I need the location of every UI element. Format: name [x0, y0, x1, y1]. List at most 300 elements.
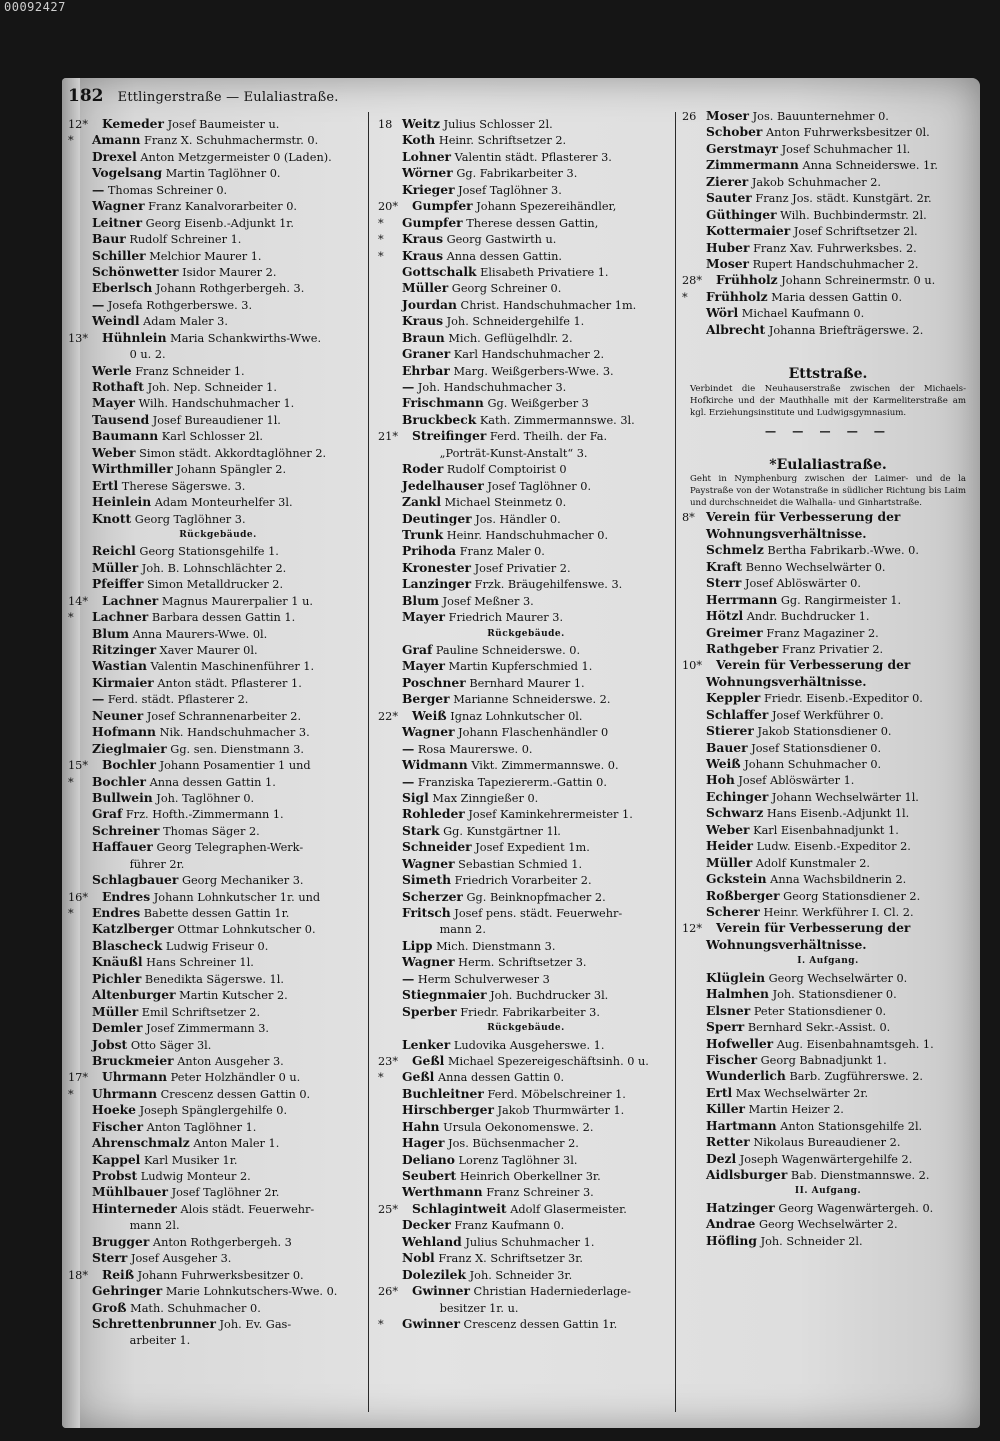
directory-entry: [682, 272, 974, 288]
directory-entry: [68, 626, 368, 642]
resident-details: Otto Säger 3l.: [130, 1038, 212, 1052]
column-1: [68, 116, 368, 1349]
house-number: *: [378, 1317, 384, 1331]
resident-surname: Sperr: [706, 1019, 745, 1035]
directory-entry: [378, 971, 674, 987]
directory-entry: [682, 1101, 974, 1117]
resident-surname: Uhrmann: [92, 1085, 158, 1101]
directory-entry: [378, 132, 674, 148]
resident-surname: Werthmann: [402, 1184, 483, 1200]
resident-surname: Güthinger: [706, 206, 777, 222]
resident-details: Georg Wagenwärtergeh. 0.: [778, 1201, 934, 1215]
resident-details: Franz Magaziner 2.: [766, 626, 879, 640]
resident-details: Ludovika Ausgeherswe. 1.: [453, 1038, 605, 1052]
directory-entry: [68, 741, 368, 757]
resident-details: Ferd. Möbelschreiner 1.: [487, 1087, 626, 1101]
directory-entry: [682, 108, 974, 124]
directory-entry: [378, 708, 674, 724]
resident-surname: Nobl: [402, 1250, 435, 1266]
resident-details: Heinr. Werkführer I. Cl. 2.: [763, 905, 914, 919]
directory-entry: [68, 1234, 368, 1250]
resident-surname: Schönwetter: [92, 263, 179, 279]
resident-details: Ludw. Eisenb.-Expeditor 2.: [756, 840, 911, 854]
street-description: Verbindet die Neuhauserstraße zwischen der Michaels-Hofkirche und der Mauthhalle mit der Karmeliterstraße am kgl. Erziehungsinstitute und Ludwigsgymnasium.: [690, 383, 966, 418]
resident-surname: Herrmann: [706, 591, 778, 607]
directory-entry: [682, 986, 974, 1002]
resident-surname: Bochler: [102, 757, 156, 773]
resident-surname: Weber: [92, 444, 136, 460]
resident-details: Franz X. Schriftsetzer 3r.: [438, 1252, 583, 1266]
resident-surname: Lachner: [92, 609, 149, 625]
house-number: *: [68, 775, 74, 789]
resident-details: Franz Schneider 1.: [135, 364, 245, 378]
resident-surname: Aidlsburger: [706, 1167, 788, 1182]
directory-entry: [378, 658, 674, 674]
resident-surname: Groß: [92, 1299, 127, 1315]
directory-entry: [378, 1004, 674, 1020]
resident-details: Josef Werkführer 0.: [771, 708, 884, 722]
directory-entry: [68, 1300, 368, 1316]
resident-details: Magnus Maurerpalier 1 u.: [161, 594, 313, 608]
resident-surname: Fischer: [706, 1051, 758, 1067]
resident-details: Heinr. Schriftsetzer 2.: [438, 134, 567, 148]
resident-surname: Kronester: [402, 559, 472, 575]
directory-entry: [682, 608, 974, 624]
section-subheading: Rückgebäude.: [487, 1023, 565, 1034]
resident-details: Josef Taglöhner 3.: [458, 183, 562, 197]
resident-details: Anton Maler 1.: [193, 1137, 280, 1151]
resident-details: Friedr. Eisenb.-Expeditor 0.: [764, 692, 923, 706]
resident-surname: Gckstein: [706, 871, 767, 887]
resident-details: Math. Schuhmacher 0.: [130, 1301, 261, 1315]
directory-entry: [682, 256, 974, 272]
resident-surname: Neuner: [92, 707, 144, 723]
resident-details: Michael Kaufmann 0.: [741, 307, 865, 321]
directory-entry: [68, 231, 368, 247]
resident-surname: Wohnungsverhältnisse.: [706, 936, 867, 952]
directory-entry: [378, 461, 674, 477]
directory-entry: [68, 149, 368, 165]
directory-entry: [68, 1004, 368, 1020]
directory-entry: [68, 395, 368, 411]
directory-entry: [378, 231, 674, 247]
directory-entry: [68, 1217, 368, 1233]
directory-entry: [378, 823, 674, 839]
directory-entry: [682, 174, 974, 190]
directory-entry: [682, 1233, 974, 1249]
resident-details: Bertha Fabrikarb.-Wwe. 0.: [767, 544, 919, 558]
resident-surname: Klüglein: [706, 969, 766, 985]
directory-entry: [378, 872, 674, 888]
resident-details: Josef Expedient 1m.: [475, 841, 590, 855]
resident-surname: Frischmann: [402, 395, 484, 411]
directory-entry: [68, 905, 368, 921]
resident-details: Josef Stationsdiener 0.: [751, 741, 882, 755]
resident-surname: Halmhen: [706, 986, 769, 1002]
resident-surname: Wagner: [402, 855, 455, 871]
resident-details: Gg. sen. Dienstmann 3.: [170, 742, 305, 756]
resident-details: mann 2.: [439, 923, 486, 937]
resident-details: Jos. Händler 0.: [475, 512, 561, 526]
resident-surname: Rothaft: [92, 379, 144, 394]
house-number: *: [68, 134, 74, 148]
resident-surname: Albrecht: [706, 321, 766, 337]
resident-details: Georg Stationsdiener 2.: [783, 889, 921, 903]
resident-surname: Moser: [706, 255, 750, 271]
directory-entry: [682, 805, 974, 821]
directory-entry: [68, 658, 368, 674]
resident-surname: Elsner: [706, 1002, 751, 1018]
resident-surname: Hager: [402, 1135, 445, 1151]
resident-surname: Wagner: [402, 724, 455, 740]
directory-entry: [68, 987, 368, 1003]
house-number: *: [68, 907, 74, 921]
resident-details: 0 u. 2.: [129, 348, 166, 362]
resident-details: Karl Musiker 1r.: [143, 1153, 238, 1167]
section-subheading: I. Aufgang.: [797, 956, 859, 967]
directory-entry: [378, 1069, 674, 1085]
directory-entry: [378, 346, 674, 362]
resident-details: Jos. Büchsenmacher 2.: [448, 1137, 579, 1151]
directory-entry: [682, 1019, 974, 1035]
directory-entry: [378, 527, 674, 543]
house-number: 22*: [378, 709, 399, 723]
resident-details: Joh. Stationsdiener 0.: [772, 988, 897, 1002]
resident-surname: Verein für Verbesserung der: [716, 920, 911, 936]
resident-details: Bernhard Maurer 1.: [469, 676, 585, 690]
directory-entry: [378, 1102, 674, 1118]
directory-entry: [378, 1184, 674, 1200]
resident-surname: Reichl: [92, 543, 136, 559]
directory-page: [62, 78, 980, 1428]
directory-entry: [682, 124, 974, 140]
resident-details: Joseph Wagenwärtergehilfe 2.: [739, 1152, 913, 1166]
resident-details: Anton Ausgeher 3.: [177, 1054, 284, 1068]
directory-entry: [378, 363, 674, 379]
resident-details: Elisabeth Privatiere 1.: [480, 265, 609, 279]
resident-surname: Wehland: [402, 1233, 462, 1249]
directory-entry: [682, 157, 974, 173]
directory-entry: [68, 609, 368, 625]
directory-entry: [68, 132, 368, 148]
directory-entry: [682, 542, 974, 558]
resident-details: Johann Spezereihändler,: [476, 200, 617, 214]
directory-entry: [378, 954, 674, 970]
resident-details: Friedrich Vorarbeiter 2.: [454, 874, 592, 888]
directory-entry: [68, 215, 368, 231]
resident-details: arbeiter 1.: [129, 1334, 191, 1348]
resident-surname: Hötzl: [706, 608, 744, 624]
directory-entry: [682, 740, 974, 756]
resident-details: Franz Kanalvorarbeiter 0.: [148, 200, 297, 214]
resident-details: Herm Schulverweser 3: [417, 972, 550, 986]
resident-surname: Amann: [92, 132, 141, 148]
resident-surname: Tausend: [92, 411, 150, 427]
resident-details: Christ. Handschuhmacher 1m.: [460, 298, 637, 312]
resident-details: Josef Ablöswärter 0.: [744, 577, 861, 591]
resident-details: Melchior Maurer 1.: [149, 249, 262, 263]
resident-surname: Sterr: [92, 1250, 128, 1266]
directory-entry: [682, 625, 974, 641]
directory-entry: [378, 330, 674, 346]
directory-entry: [378, 839, 674, 855]
resident-surname: Killer: [706, 1101, 746, 1117]
directory-entry: [68, 511, 368, 527]
resident-surname: Schrettenbrunner: [92, 1315, 216, 1331]
directory-entry: [68, 461, 368, 477]
resident-surname: Müller: [402, 280, 449, 296]
resident-surname: Huber: [706, 239, 750, 255]
directory-entry: [378, 313, 674, 329]
resident-details: Josef Zimmermann 3.: [146, 1022, 270, 1036]
house-number: 14*: [68, 594, 89, 608]
resident-details: Adam Maler 3.: [143, 315, 228, 329]
directory-entry: [378, 248, 674, 264]
resident-details: Johann Posamentier 1 und: [159, 759, 311, 773]
directory-entry: [68, 872, 368, 888]
resident-surname: Bauer: [706, 739, 748, 755]
resident-surname: Müller: [706, 854, 753, 870]
resident-surname: Hartmann: [706, 1117, 777, 1133]
directory-entry: [68, 757, 368, 773]
directory-entry: [378, 774, 674, 790]
directory-entry: [378, 445, 674, 461]
resident-surname: Geßl: [402, 1069, 435, 1085]
resident-details: führer 2r.: [129, 857, 185, 871]
resident-surname: Wagner: [92, 198, 145, 214]
resident-surname: Schlaffer: [706, 706, 769, 722]
house-number: 12*: [68, 118, 89, 131]
resident-details: Jakob Stationsdiener 0.: [757, 725, 892, 739]
resident-details: Anna dessen Gattin 1.: [149, 775, 276, 789]
directory-entry: [68, 889, 368, 905]
resident-surname: Schober: [706, 124, 763, 140]
resident-surname: Zankl: [402, 494, 442, 510]
directory-entry: [682, 1134, 974, 1150]
directory-entry: [68, 954, 368, 970]
directory-entry: [68, 363, 368, 379]
directory-entry: [378, 790, 674, 806]
resident-surname: Lenker: [402, 1036, 451, 1052]
resident-surname: Retter: [706, 1134, 750, 1150]
resident-surname: Altenburger: [92, 987, 176, 1003]
resident-details: Josef Bureaudiener 1l.: [152, 413, 281, 427]
resident-surname: Poschner: [402, 674, 466, 690]
resident-surname: Kottermaier: [706, 223, 791, 239]
resident-surname: Bruckbeck: [402, 411, 477, 427]
resident-details: mann 2l.: [129, 1219, 180, 1233]
resident-details: Bab. Dienstmannswe. 2.: [790, 1169, 930, 1182]
directory-entry: [68, 1152, 368, 1168]
section-subheading: II. Aufgang.: [794, 1186, 862, 1197]
resident-details: Josef Ausgeher 3.: [130, 1252, 232, 1266]
directory-entry: [682, 190, 974, 206]
directory-entry: [378, 806, 674, 822]
street-description: Geht in Nymphenburg zwischen der Laimer- und de la Paystraße von der Wotanstraße in südlicher Richtung bis Laim und durchschneidet die Walhalla- und Ginhartstraße.: [690, 474, 966, 509]
house-number: *: [378, 249, 384, 263]
directory-entry: [682, 641, 974, 657]
resident-surname: Wagner: [402, 954, 455, 970]
directory-entry: [378, 149, 674, 165]
directory-entry: [68, 1020, 368, 1036]
resident-surname: Stierer: [706, 723, 754, 739]
directory-entry: [68, 774, 368, 790]
directory-entry: [682, 141, 974, 157]
directory-entry: [68, 445, 368, 461]
resident-surname: Lanzinger: [402, 576, 472, 592]
resident-details: Wilh. Buchbindermstr. 2l.: [780, 208, 927, 222]
resident-surname: Wörner: [402, 165, 453, 181]
house-number: 18*: [68, 1268, 89, 1282]
resident-surname: Ehrbar: [402, 362, 450, 378]
section-subheading: Rückgebäude.: [179, 529, 257, 540]
directory-entry: [68, 412, 368, 428]
resident-surname: Scherer: [706, 903, 760, 919]
resident-details: Joseph Spänglergehilfe 0.: [139, 1104, 288, 1118]
directory-entry: [378, 1086, 674, 1102]
column-divider: [368, 112, 369, 1412]
house-number: 28*: [682, 274, 703, 288]
resident-surname: Werle: [92, 362, 132, 378]
resident-details: Karl Handschuhmacher 2.: [453, 348, 605, 362]
house-number: 20*: [378, 200, 399, 214]
directory-entry: [682, 322, 974, 338]
resident-surname: Braun: [402, 329, 445, 345]
resident-details: Hans Eisenb.-Adjunkt 1l.: [766, 807, 910, 821]
directory-entry: [378, 1316, 674, 1332]
resident-details: Emil Schriftsetzer 2.: [141, 1005, 261, 1019]
resident-details: Barb. Zugführerswe. 2.: [789, 1070, 924, 1084]
directory-entry: [682, 1036, 974, 1052]
resident-details: Anna Wachsbildnerin 2.: [770, 873, 907, 887]
directory-entry: [682, 1118, 974, 1134]
resident-surname: Schiller: [92, 247, 146, 263]
resident-details: Julius Schlosser 2l.: [443, 118, 553, 131]
resident-details: Georg Gastwirth u.: [446, 233, 557, 247]
house-number: 25*: [378, 1202, 399, 1216]
resident-details: Jos. Bauunternehmer 0.: [752, 110, 889, 123]
directory-entry: [378, 560, 674, 576]
street-heading: Ettstraße.: [788, 366, 868, 383]
house-number: 26*: [378, 1285, 399, 1299]
resident-surname: Hoh: [706, 772, 735, 788]
directory-entry: [68, 280, 368, 296]
directory-entry: [68, 313, 368, 329]
directory-entry: [68, 428, 368, 444]
resident-surname: Eberlsch: [92, 280, 153, 296]
resident-details: Anton Fuhrwerksbesitzer 0l.: [766, 126, 930, 140]
directory-entry: [378, 1037, 674, 1053]
resident-surname: Schlagbauer: [92, 872, 179, 888]
resident-surname: Verein für Verbesserung der: [716, 657, 911, 673]
house-number: 8*: [682, 511, 695, 525]
resident-details: Anna dessen Gattin.: [446, 249, 563, 263]
directory-entry: [68, 543, 368, 559]
directory-entry: [68, 921, 368, 937]
resident-details: Johann Flaschenhändler 0: [458, 726, 609, 740]
resident-surname: Lohner: [402, 148, 452, 164]
resident-details: Nikolaus Bureaudiener 2.: [753, 1136, 901, 1150]
resident-surname: Rathgeber: [706, 640, 779, 656]
resident-surname: Schlagintweit: [412, 1200, 507, 1216]
resident-surname: Kraus: [402, 313, 443, 329]
directory-entry: [682, 526, 974, 542]
directory-entry: [68, 379, 368, 395]
resident-surname: Dezl: [706, 1150, 737, 1166]
resident-surname: Geßl: [412, 1052, 445, 1068]
resident-details: Marie Lohnkutschers-Wwe. 0.: [165, 1285, 338, 1299]
directory-entry: [378, 1201, 674, 1217]
directory-entry: [682, 871, 974, 887]
resident-surname: Andrae: [706, 1216, 756, 1232]
directory-entry: [378, 889, 674, 905]
directory-entry: [68, 494, 368, 510]
resident-details: Georg Taglöhner 3.: [134, 512, 246, 526]
directory-entry: [682, 822, 974, 838]
resident-details: Adam Monteurhelfer 3l.: [154, 496, 293, 510]
resident-surname: Knott: [92, 510, 132, 526]
resident-surname: Kirmaier: [92, 674, 154, 690]
directory-entry: [682, 559, 974, 575]
directory-entry: [682, 509, 974, 525]
resident-details: Christian Haderniederlage-: [473, 1285, 631, 1299]
resident-surname: Vogelsang: [92, 165, 163, 181]
resident-surname: Drexel: [92, 148, 137, 164]
resident-surname: Gottschalk: [402, 263, 477, 279]
directory-entry: [682, 1216, 974, 1232]
resident-surname: Blascheck: [92, 937, 163, 953]
resident-surname: Lachner: [102, 592, 159, 608]
page-header: [68, 86, 368, 106]
resident-surname: Weindl: [92, 313, 140, 329]
house-number: 16*: [68, 890, 89, 904]
resident-details: Anna Schneiderswe. 1r.: [802, 159, 938, 173]
house-number: 10*: [682, 659, 703, 673]
resident-surname: Decker: [402, 1217, 451, 1233]
resident-details: Alois städt. Feuerwehr-: [180, 1202, 315, 1216]
resident-surname: Ritzinger: [92, 642, 157, 658]
resident-surname: Wohnungsverhältnisse.: [706, 525, 867, 541]
resident-surname: Jobst: [92, 1036, 128, 1052]
resident-details: Gg. Rangirmeister 1.: [780, 593, 902, 607]
resident-surname: Stark: [402, 822, 440, 838]
resident-details: Pauline Schneiderswe. 0.: [435, 644, 581, 658]
resident-details: Gg. Fabrikarbeiter 3.: [456, 167, 578, 181]
directory-entry: [378, 543, 674, 559]
resident-surname: Müller: [92, 1003, 139, 1019]
directory-entry: [682, 1167, 974, 1183]
resident-surname: Echinger: [706, 788, 769, 804]
resident-details: Georg Schreiner 0.: [451, 282, 562, 296]
resident-details: Michael Spezereigeschäftsinh. 0 u.: [447, 1054, 649, 1068]
resident-details: Martin Heizer 2.: [748, 1103, 844, 1117]
directory-entry: [378, 609, 674, 625]
resident-details: Vikt. Zimmermannswe. 0.: [471, 759, 619, 773]
resident-details: Max Zinngießer 0.: [432, 791, 539, 805]
resident-details: Friedrich Maurer 3.: [448, 611, 564, 625]
directory-entry: [682, 592, 974, 608]
resident-details: Josef Schriftsetzer 2l.: [793, 225, 918, 239]
resident-details: Simon städt. Akkordtaglöhner 2.: [139, 446, 327, 460]
resident-surname: Jourdan: [402, 296, 457, 312]
resident-surname: Widmann: [402, 757, 468, 773]
house-number: *: [378, 1071, 384, 1085]
directory-entry: [68, 675, 368, 691]
resident-surname: Graf: [92, 806, 123, 822]
resident-surname: Frühholz: [716, 272, 778, 288]
resident-surname: Schwarz: [706, 805, 764, 821]
resident-details: Johann Schreinermstr. 0 u.: [781, 274, 936, 288]
